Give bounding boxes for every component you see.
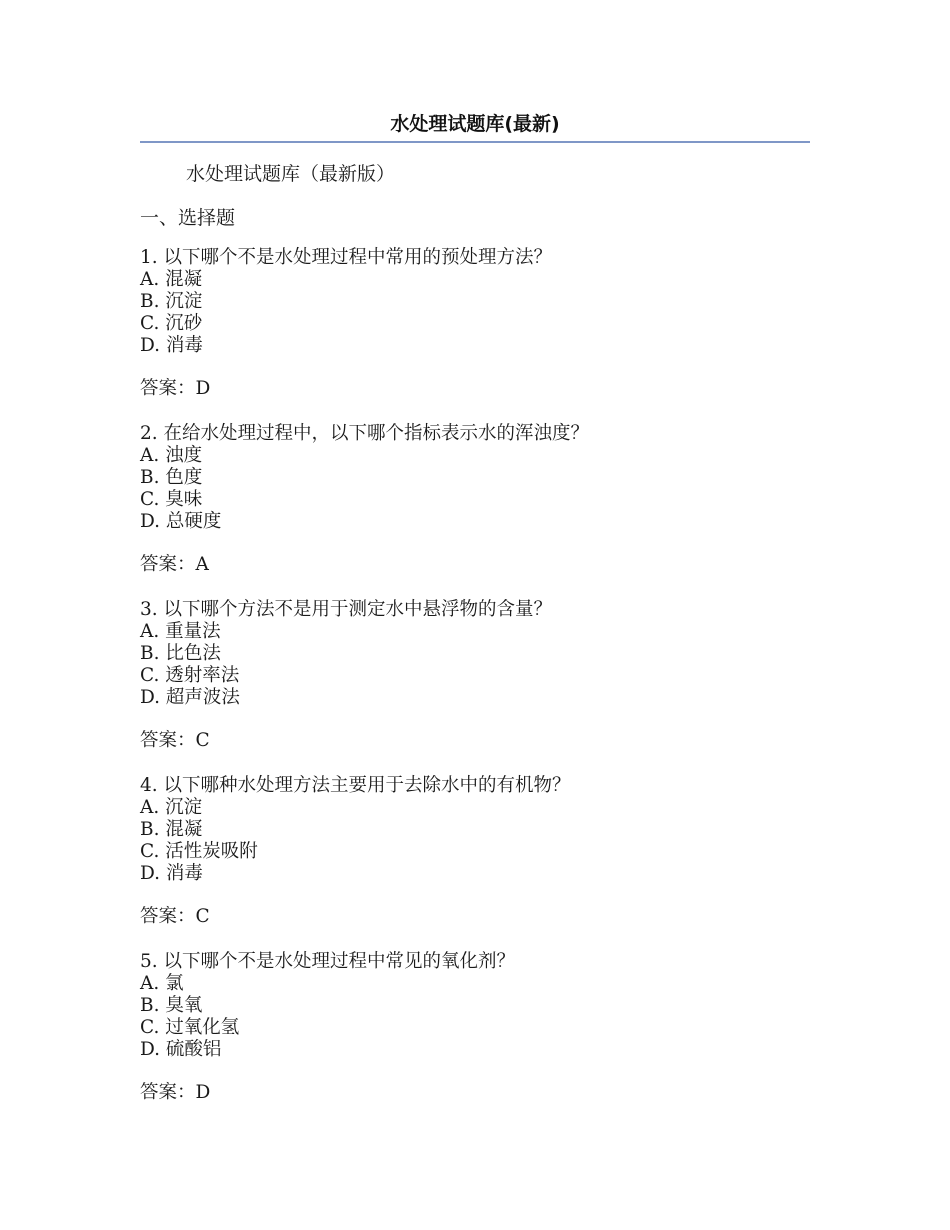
question-text: 2. 在给水处理过程中，以下哪个指标表示水的浑浊度？ bbox=[140, 423, 590, 444]
option-b: B. 混凝 bbox=[140, 819, 203, 840]
option-d: D. 总硬度 bbox=[140, 511, 222, 532]
option-d: D. 硫酸铝 bbox=[140, 1039, 222, 1060]
option-c: C. 活性炭吸附 bbox=[140, 841, 258, 862]
option-d: D. 消毒 bbox=[140, 335, 203, 356]
header-title: 水处理试题库(最新) bbox=[390, 113, 560, 135]
option-c: C. 臭味 bbox=[140, 489, 203, 510]
document-title: 水处理试题库（最新版） bbox=[186, 163, 396, 185]
question-2 bbox=[140, 423, 810, 577]
question-5 bbox=[140, 951, 810, 1105]
option-b: B. 比色法 bbox=[140, 643, 221, 664]
option-a: A. 浊度 bbox=[140, 445, 203, 466]
question-text: 5. 以下哪个不是水处理过程中常见的氧化剂？ bbox=[140, 951, 516, 972]
question-text: 1. 以下哪个不是水处理过程中常用的预处理方法？ bbox=[140, 247, 553, 268]
option-a: A. 混凝 bbox=[140, 269, 203, 290]
answer: 答案：D bbox=[140, 378, 211, 399]
option-d: D. 消毒 bbox=[140, 863, 203, 884]
answer: 答案：C bbox=[140, 906, 210, 927]
section-heading: 一、选择题 bbox=[140, 207, 236, 229]
answer: 答案：D bbox=[140, 1082, 211, 1103]
question-4 bbox=[140, 775, 810, 929]
option-c: C. 透射率法 bbox=[140, 665, 240, 686]
option-d: D. 超声波法 bbox=[140, 687, 240, 708]
option-a: A. 氯 bbox=[140, 973, 184, 994]
option-b: B. 沉淀 bbox=[140, 291, 203, 312]
option-b: B. 色度 bbox=[140, 467, 203, 488]
answer: 答案：A bbox=[140, 554, 209, 575]
question-text: 3. 以下哪个方法不是用于测定水中悬浮物的含量？ bbox=[140, 599, 553, 620]
question-1 bbox=[140, 247, 810, 401]
document-body bbox=[140, 158, 810, 1127]
question-3 bbox=[140, 599, 810, 753]
option-a: A. 沉淀 bbox=[140, 797, 203, 818]
option-c: C. 过氧化氢 bbox=[140, 1017, 240, 1038]
question-text: 4. 以下哪种水处理方法主要用于去除水中的有机物？ bbox=[140, 775, 571, 796]
answer: 答案：C bbox=[140, 730, 210, 751]
option-c: C. 沉砂 bbox=[140, 313, 203, 334]
page-header bbox=[140, 112, 810, 143]
option-a: A. 重量法 bbox=[140, 621, 221, 642]
option-b: B. 臭氧 bbox=[140, 995, 203, 1016]
